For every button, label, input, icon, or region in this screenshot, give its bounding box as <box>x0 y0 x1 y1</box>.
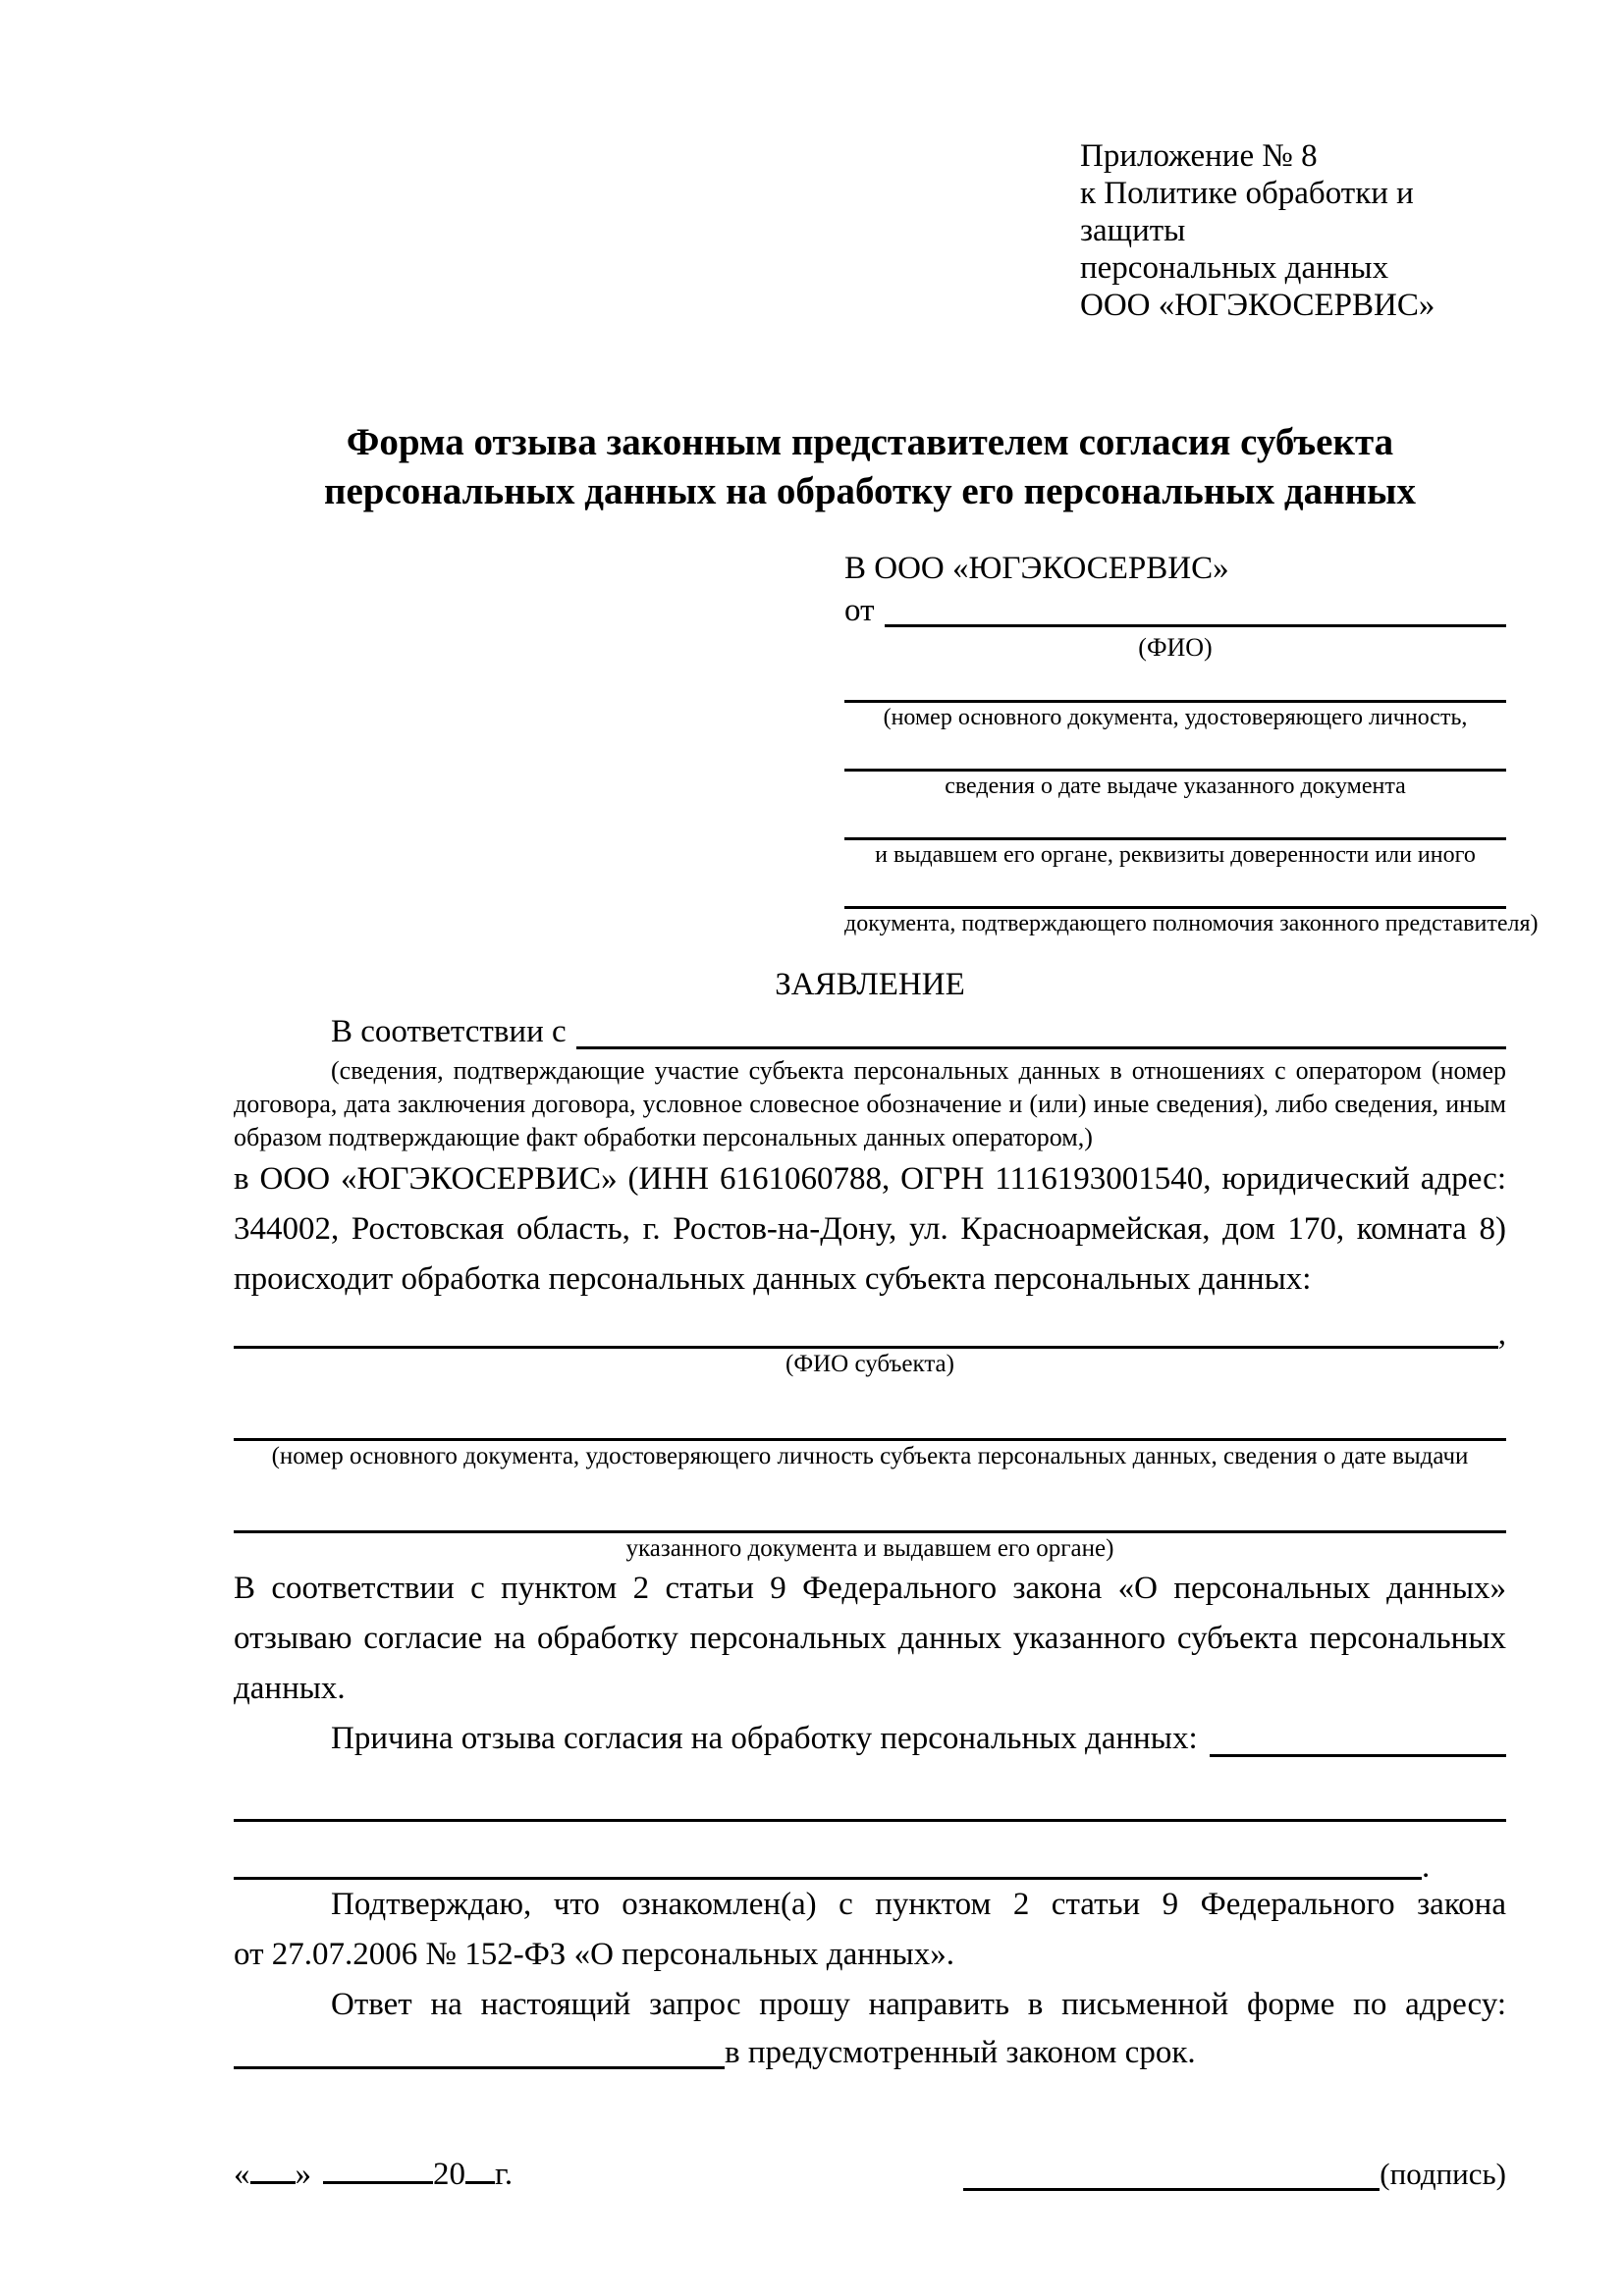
month-blank <box>323 2152 433 2184</box>
withdrawal-paragraph <box>234 1564 1506 1714</box>
year-blank <box>465 2152 495 2184</box>
reason-blank-line <box>1210 1714 1506 1757</box>
intro-caption: (сведения, подтверждающие участие субъекта персональных данных в отношениях с оператором (номер договора, дата заключения договора, условное словесное обозначение и (или) иные сведения), либо сведения, иным образом подтверждающие факт обработки персональных данных оператором,) <box>234 1056 1506 1151</box>
subject-name-row <box>234 1310 1506 1352</box>
id-document-blank-line <box>844 670 1506 703</box>
reply-address-row <box>234 2030 1506 2075</box>
open-quote: « <box>234 2157 250 2192</box>
appendix-header-line: Приложение № 8 <box>1080 138 1318 174</box>
representative-name-blank-line <box>885 589 1507 627</box>
address-blank-line <box>234 2030 725 2069</box>
addressee-block <box>844 548 1539 938</box>
year-suffix: г. <box>495 2157 514 2192</box>
subject-doc-blank-line <box>234 1383 1506 1441</box>
title-line: персональных данных на обработку его персональных данных <box>323 470 1417 512</box>
subject-doc-caption: (номер основного документа, удостоверяющего личность субъекта персональных данных, сведения о дате выдачи <box>271 1443 1469 1469</box>
id-document-caption: (номер основного документа, удостоверяющего личность, <box>883 705 1468 730</box>
year-prefix: 20 <box>433 2157 465 2192</box>
reason-extra-blank-line <box>234 1822 1422 1880</box>
intro-row <box>234 1009 1506 1054</box>
addressee-org: В ООО «ЮГЭКОСЕРВИС» <box>844 551 1229 586</box>
id-document-blank-line <box>844 808 1506 840</box>
signature-caption: (подпись) <box>1380 2157 1506 2191</box>
id-document-caption: документа, подтверждающего полномочия законного представителя) <box>844 911 1539 936</box>
reason-row <box>234 1714 1506 1764</box>
day-blank <box>250 2152 296 2184</box>
footer <box>234 2152 1506 2197</box>
reason-prefix: Причина отзыва согласия на обработку персональных данных: <box>331 1721 1198 1756</box>
operator-paragraph-line: происходит обработка персональных данных субъекта персональных данных: <box>234 1261 1312 1297</box>
withdrawal-paragraph-line: отзываю согласие на обработку персональных данных указанного субъекта персональных <box>234 1621 1506 1656</box>
operator-paragraph-line: в ООО «ЮГЭКОСЕРВИС» (ИНН 6161060788, ОГРН 1116193001540, юридический адрес: <box>234 1161 1506 1197</box>
appendix-header-line: к Политике обработки и защиты <box>1080 176 1414 248</box>
appendix-header-line: ООО «ЮГЭКОСЕРВИС» <box>1080 288 1435 323</box>
reason-extra-blank-line <box>234 1764 1506 1822</box>
intro-prefix: В соответствии с <box>331 1014 567 1049</box>
comma-suffix: , <box>1497 1316 1506 1352</box>
confirm-paragraph-line: от 27.07.2006 № 152-ФЗ «О персональных данных». <box>234 1937 954 1972</box>
id-document-caption: и выдавшем его органе, реквизиты доверенности или иного <box>875 842 1476 868</box>
statement-heading: ЗАЯВЛЕНИЕ <box>775 967 965 1002</box>
close-quote: » <box>295 2157 311 2192</box>
period-suffix: . <box>1422 1849 1431 1885</box>
subject-name-blank-line <box>234 1310 1498 1349</box>
from-row <box>844 589 1506 632</box>
document-content <box>234 137 1539 2197</box>
date-field <box>234 2152 513 2197</box>
confirm-paragraph <box>234 1880 1506 1980</box>
document-title <box>234 418 1506 516</box>
from-label: от <box>844 593 875 628</box>
withdrawal-paragraph-line: В соответствии с пунктом 2 статьи 9 Федерального закона «О персональных данных» <box>234 1571 1506 1606</box>
signature-blank-line <box>963 2152 1380 2191</box>
withdrawal-paragraph-line: данных. <box>234 1671 346 1706</box>
subject-doc-blank-line <box>234 1475 1506 1533</box>
subject-fio-caption: (ФИО субъекта) <box>785 1351 954 1377</box>
title-line: Форма отзыва законным представителем согласия субъекта <box>346 421 1394 463</box>
id-document-blank-line <box>844 877 1506 909</box>
basis-blank-line <box>576 1009 1506 1049</box>
id-document-blank-line <box>844 739 1506 772</box>
confirm-paragraph-line: Подтверждаю, что ознакомлен(а) с пунктом 2 статьи 9 Федерального закона <box>331 1887 1506 1922</box>
fio-caption: (ФИО) <box>1138 633 1213 662</box>
id-document-caption: сведения о дате выдаче указанного документа <box>945 774 1406 799</box>
appendix-header <box>1080 137 1506 324</box>
operator-paragraph-line: 344002, Ростовская область, г. Ростов-на-Дону, ул. Красноармейская, дом 170, комната 8) <box>234 1211 1506 1247</box>
reply-suffix: в предусмотренный законом срок. <box>725 2035 1196 2070</box>
appendix-header-line: персональных данных <box>1080 250 1389 286</box>
operator-paragraph <box>234 1154 1506 1305</box>
subject-doc-caption: указанного документа и выдавшем его органе) <box>625 1535 1114 1562</box>
reason-extra-row <box>234 1822 1506 1885</box>
reply-line: Ответ на настоящий запрос прошу направить в письменной форме по адресу: <box>331 1987 1506 2022</box>
signature-field <box>963 2152 1506 2197</box>
